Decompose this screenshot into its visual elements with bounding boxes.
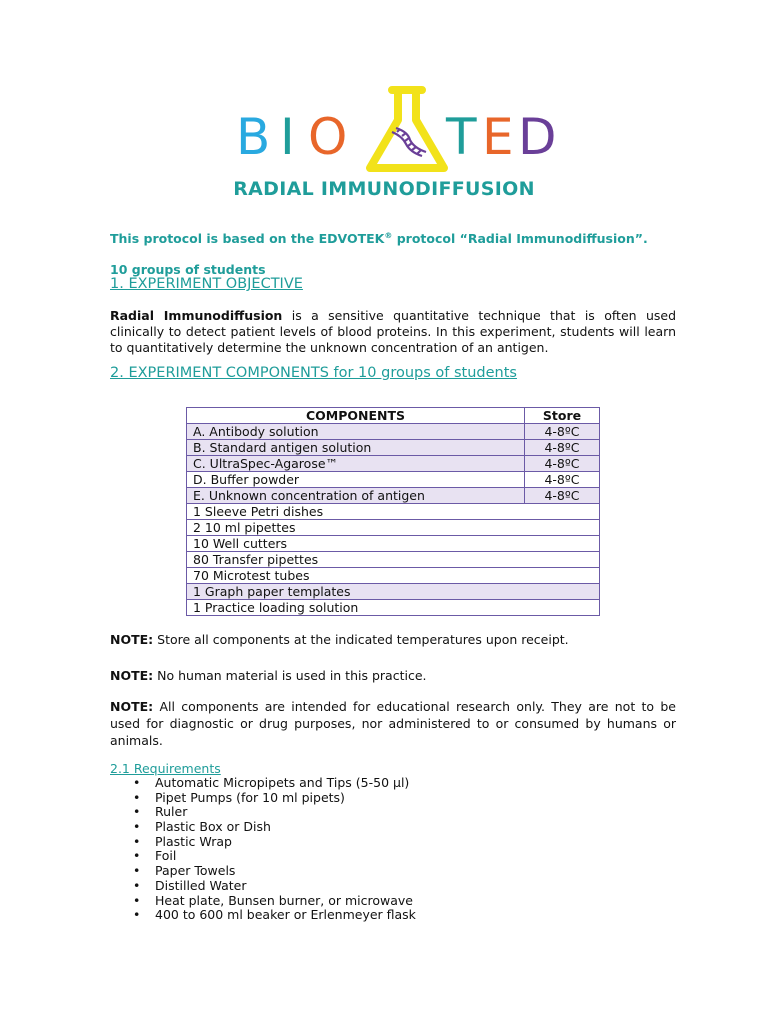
list-item-text: Pipet Pumps (for 10 ml pipets) <box>155 789 345 805</box>
table-row <box>187 472 600 488</box>
note-storage <box>110 631 676 648</box>
table-row <box>187 440 600 456</box>
intro-text-before: This protocol is based on the EDVOTEK <box>110 231 385 247</box>
component-store: 4-8ºC <box>525 472 600 488</box>
bullet-icon: • <box>133 892 141 908</box>
table-row <box>187 552 600 568</box>
flask-icon <box>364 86 450 176</box>
list-item-text: Plastic Box or Dish <box>155 819 271 835</box>
list-item <box>133 907 416 923</box>
list-item <box>133 877 416 894</box>
table-row <box>187 584 600 600</box>
list-item-text: Automatic Micropipets and Tips (5-50 µl) <box>155 775 410 790</box>
objective-lead: Radial Immunodiffusion <box>110 308 283 323</box>
bullet-icon: • <box>133 848 141 864</box>
list-item-text: Distilled Water <box>155 877 247 893</box>
intro-line <box>110 231 648 246</box>
component-name: 70 Microtest tubes <box>187 568 600 584</box>
objective-paragraph <box>110 308 676 356</box>
component-name: 1 Graph paper templates <box>187 584 600 600</box>
document-title: RADIAL IMMUNODIFFUSION <box>233 178 535 200</box>
table-row <box>187 456 600 472</box>
registered-mark: ® <box>384 231 393 240</box>
logo-letter-i: I <box>280 108 297 166</box>
table-row <box>187 488 600 504</box>
table-row <box>187 568 600 584</box>
list-item <box>133 819 416 835</box>
bullet-icon: • <box>133 775 141 790</box>
logo-letter-e: E <box>482 108 516 166</box>
component-name: 10 Well cutters <box>187 536 600 552</box>
table-row <box>187 520 600 536</box>
note-human-material <box>110 667 676 684</box>
note-educational-use <box>110 698 676 749</box>
list-item-text: Ruler <box>155 804 188 820</box>
component-store: 4-8ºC <box>525 488 600 504</box>
component-name: D. Buffer powder <box>187 472 525 488</box>
note-label: NOTE: <box>110 632 154 647</box>
note-label: NOTE: <box>110 699 154 714</box>
note-text: No human material is used in this practice. <box>153 668 427 683</box>
objective-text: is a sensitive quantitative technique that is often used clinically to detect patient levels of blood proteins. In this experiment, students will learn to quantitatively determine the unknown concentration of an antigen. <box>110 308 677 355</box>
bullet-icon: • <box>133 877 141 893</box>
component-name: C. UltraSpec-Agarose™ <box>187 456 525 472</box>
note-text: Store all components at the indicated temperatures upon receipt. <box>153 632 569 647</box>
component-name: 2 10 ml pipettes <box>187 520 600 536</box>
component-name: A. Antibody solution <box>187 424 525 440</box>
logo-letter-d: D <box>518 108 559 166</box>
list-item <box>133 848 416 864</box>
list-item <box>133 863 416 879</box>
logo-letter-t: T <box>446 108 479 166</box>
component-name: 80 Transfer pipettes <box>187 552 600 568</box>
list-item <box>133 833 416 850</box>
list-item-text: Heat plate, Bunsen burner, or microwave <box>155 892 413 908</box>
header-components: COMPONENTS <box>187 408 525 424</box>
bullet-icon: • <box>133 833 141 849</box>
table-row <box>187 536 600 552</box>
component-name: 1 Practice loading solution <box>187 600 600 616</box>
note-text: All components are intended for educational research only. They are not to be used for diagnostic or drug purposes, nor administered to or consumed by humans or animals. <box>110 699 676 748</box>
list-item <box>133 804 416 820</box>
list-item <box>133 775 416 791</box>
requirements-list <box>133 775 416 923</box>
bullet-icon: • <box>133 819 141 835</box>
component-name: E. Unknown concentration of antigen <box>187 488 525 504</box>
component-store: 4-8ºC <box>525 440 600 456</box>
requirements-heading: 2.1 Requirements <box>110 761 221 776</box>
bullet-icon: • <box>133 789 141 805</box>
table-row <box>187 504 600 520</box>
logo-letter-o: O <box>308 108 350 166</box>
table-row <box>187 424 600 440</box>
table-header-row <box>187 408 600 424</box>
logo-letter-b: B <box>236 108 273 166</box>
list-item-text: Foil <box>155 848 177 864</box>
groups-line: 10 groups of students <box>110 262 266 277</box>
section-heading-objective: 1. EXPERIMENT OBJECTIVE <box>110 276 303 292</box>
bullet-icon: • <box>133 907 141 923</box>
intro-text-after: protocol “Radial Immunodiffusion”. <box>392 231 648 247</box>
list-item-text: Plastic Wrap <box>155 833 232 849</box>
note-label: NOTE: <box>110 668 154 683</box>
list-item <box>133 789 416 806</box>
list-item-text: Paper Towels <box>155 863 236 879</box>
component-store: 4-8ºC <box>525 456 600 472</box>
list-item-text: 400 to 600 ml beaker or Erlenmeyer flask <box>155 907 416 923</box>
bullet-icon: • <box>133 863 141 879</box>
header-store: Store <box>525 408 600 424</box>
biotted-logo <box>234 86 559 176</box>
components-table <box>186 407 600 616</box>
section-heading-components: 2. EXPERIMENT COMPONENTS for 10 groups of students <box>110 365 517 381</box>
list-item <box>133 892 416 909</box>
component-store: 4-8ºC <box>525 424 600 440</box>
component-name: B. Standard antigen solution <box>187 440 525 456</box>
bullet-icon: • <box>133 804 141 820</box>
table-row <box>187 600 600 616</box>
component-name: 1 Sleeve Petri dishes <box>187 504 600 520</box>
